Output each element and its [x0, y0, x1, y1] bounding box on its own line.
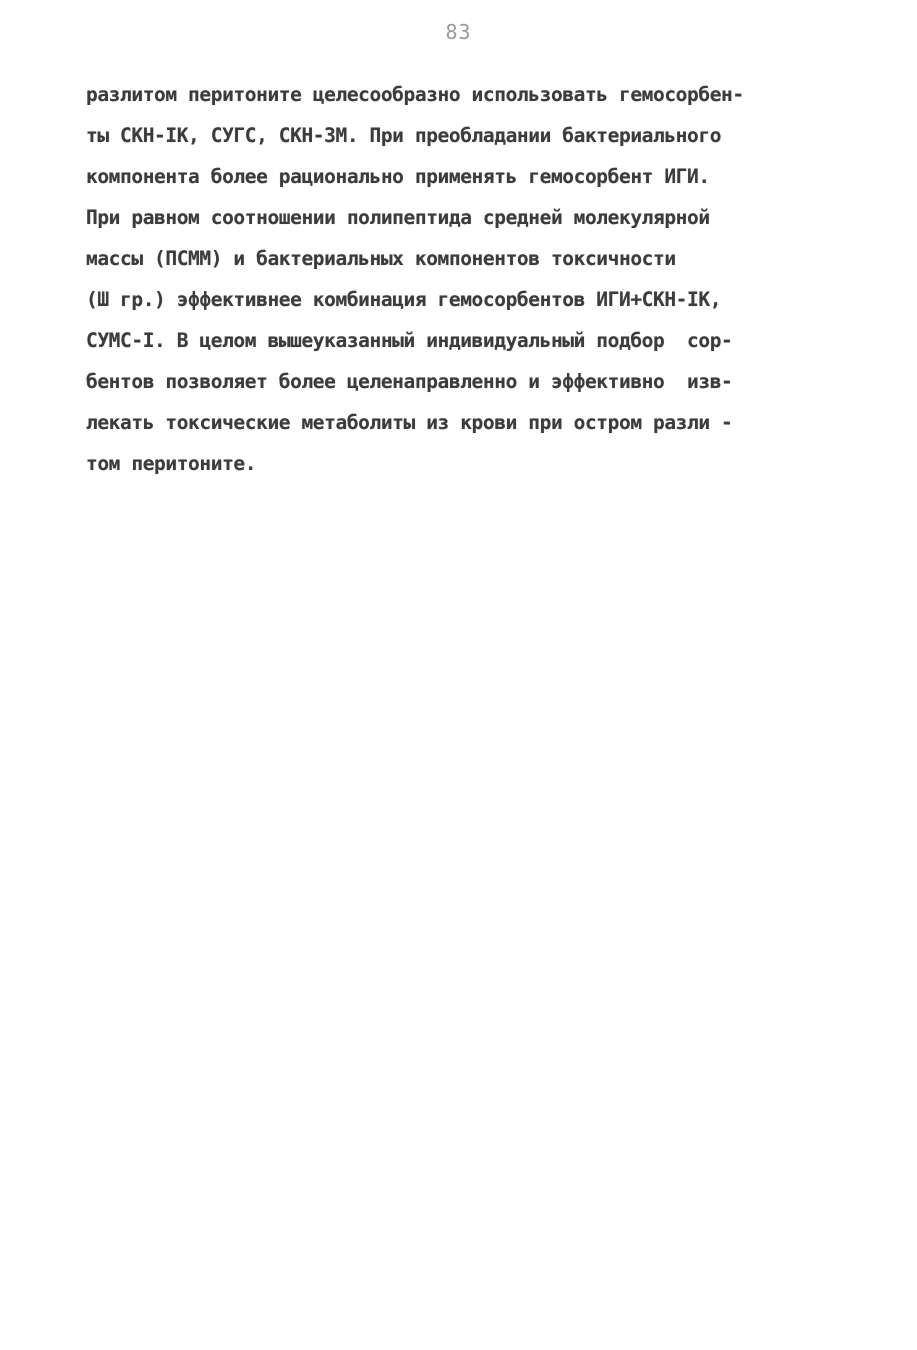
text-line: компонента более рационально применять гемосорбент ИГИ.	[86, 165, 710, 188]
text-line: разлитом перитоните целесообразно использовать гемосорбен-	[86, 83, 744, 106]
text-line: (Ш гр.) эффективнее комбинация гемосорбентов ИГИ+СКН-IК,	[86, 288, 722, 311]
body-paragraph	[86, 74, 846, 484]
text-line: том перитоните.	[86, 452, 257, 475]
text-line: ты СКН-IК, СУГС, СКН-3М. При преобладании бактериального	[86, 124, 722, 147]
text-line: бентов позволяет более целенаправленно и эффективно изв-	[86, 370, 733, 393]
text-line: массы (ПСММ) и бактериальных компонентов токсичности	[86, 247, 676, 270]
text-line: СУМС-I. В целом вышеуказанный индивидуальный подбор сор-	[86, 329, 733, 352]
text-line: При равном соотношении полипептида средней молекулярной	[86, 206, 710, 229]
page-number: 83	[445, 20, 472, 44]
text-line: лекать токсические метаболиты из крови при остром разли -	[86, 411, 733, 434]
